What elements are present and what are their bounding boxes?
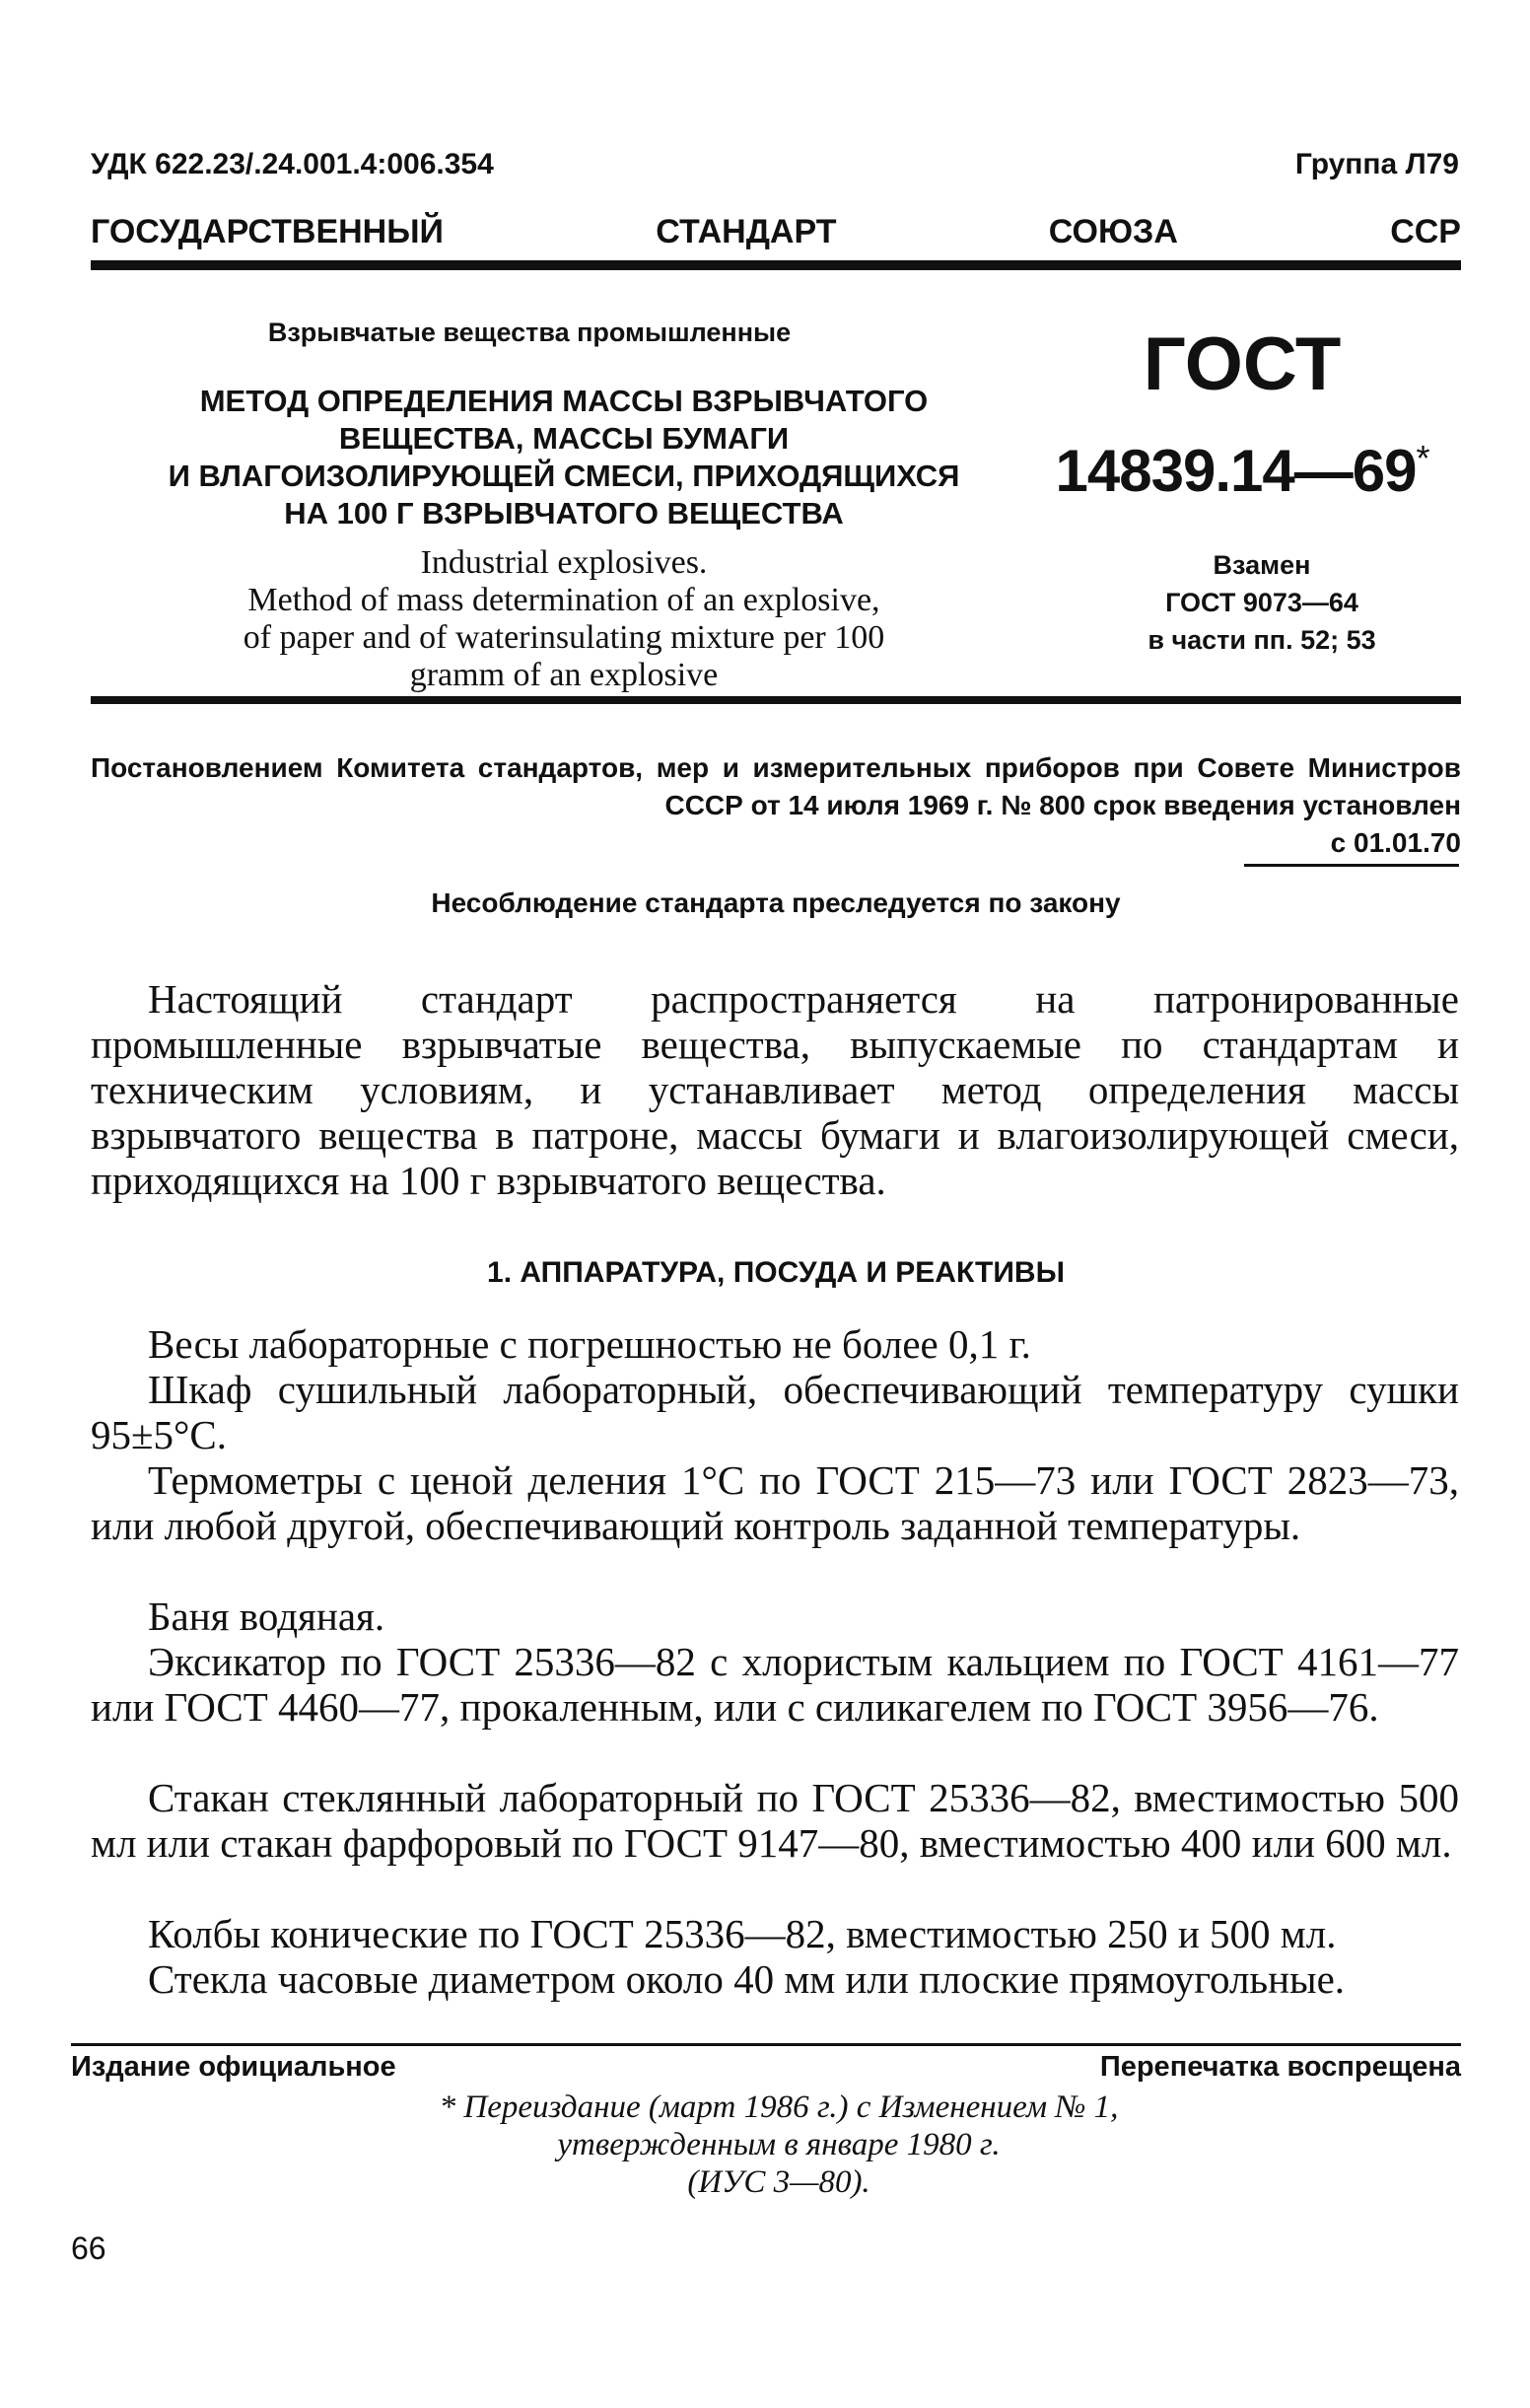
replaces-note [1084,546,1439,659]
effective-date: с 01.01.70 [1330,827,1461,858]
section-heading: 1. АППАРАТУРА, ПОСУДА И РЕАКТИВЫ [487,1256,1065,1289]
title-ru-line: И ВЛАГОИЗОЛИРУЮЩЕЙ СМЕСИ, ПРИХОДЯЩИХСЯ [168,459,960,493]
equipment-item: Термометры с ценой деления 1°С по ГОСТ 215—73 или ГОСТ 2823—73, или любой другой, обеспечивающий контроль заданной температуры. [91,1457,1459,1548]
effective-date-underline [1244,864,1459,867]
title-ru-line: НА 100 Г ВЗРЫВЧАТОГО ВЕЩЕСТВА [284,496,844,531]
reissue-footnote [237,2089,1321,2201]
title-russian [91,383,1037,532]
footnote-line: утвержденным в январе 1980 г. [557,2127,1001,2162]
gost-number [1025,424,1459,506]
category-label: Взрывчатые вещества промышленные [267,318,792,347]
state-standard-word: СОЮЗА [1048,213,1178,250]
title-english [91,544,1037,694]
equipment-item: Стакан стеклянный лабораторный по ГОСТ 25336—82, вместимостью 500 мл или стакан фарфоровый по ГОСТ 9147—80, вместимостью 400 или 600 мл. [91,1775,1459,1866]
no-reprint-label: Перепечатка воспрещена [1099,2051,1461,2083]
state-standard-word: ССР [1390,213,1461,250]
gost-label: ГОСТ [1143,322,1342,406]
middle-thick-rule [91,696,1461,704]
page-number: 66 [71,2231,106,2266]
title-en-line: of paper and of waterinsulating mixture per 100 [243,619,885,656]
gost-number-text: 14839.14—69 [1055,438,1417,504]
reissue-mark: * [1416,438,1429,478]
equipment-item: Весы лабораторные с погрешностью не более 0,1 г. [148,1321,1031,1367]
equipment-item: Колбы конические по ГОСТ 25336—82, вместимостью 250 и 500 мл. [148,1911,1337,1956]
footnote-line: (ИУС 3—80). [687,2164,870,2200]
state-standard-heading [91,213,1461,251]
state-standard-word: СТАНДАРТ [656,213,837,250]
title-en-line: gramm of an explosive [409,657,719,693]
group-code: Группа Л79 [1294,148,1459,180]
top-thick-rule [91,260,1461,270]
equipment-item: Шкаф сушильный лабораторный, обеспечивающий температуру сушки 95±5°С. [91,1367,1459,1457]
title-ru-line: ВЕЩЕСТВА, МАССЫ БУМАГИ [338,421,790,456]
replaces-line: в части пп. 52; 53 [1148,625,1376,655]
replaces-line: Взамен [1213,550,1311,580]
resolution-body: Постановлением Комитета стандартов, мер и измерительных приборов при Совете Министров СССР от 14 июля 1969 г. № 800 срок введения установлен [91,752,1461,820]
equipment-item: Эксикатор по ГОСТ 25336—82 с хлористым кальцием по ГОСТ 4161—77 или ГОСТ 4460—77, прокаленным, или с силикагелем по ГОСТ 3956—76. [91,1639,1459,1730]
state-standard-word: ГОСУДАРСТВЕННЫЙ [91,213,444,250]
title-ru-line: МЕТОД ОПРЕДЕЛЕНИЯ МАССЫ ВЗРЫВЧАТОГО [199,384,929,418]
title-en-line: Industrial explosives. [420,544,708,581]
footer-rule [71,2043,1461,2046]
footnote-line: * Переиздание (март 1986 г.) с Изменением № 1, [439,2089,1119,2125]
resolution-text [91,749,1461,862]
penalty-notice: Несоблюдение стандарта преследуется по закону [431,887,1121,918]
equipment-item: Баня водяная. [148,1594,385,1639]
udk-code: УДК 622.23/.24.001.4:006.354 [91,148,494,180]
equipment-item: Стекла часовые диаметром около 40 мм или плоские прямоугольные. [148,1956,1346,2002]
intro-paragraph: Настоящий стандарт распространяется на патронированные промышленные взрывчатые вещества, выпускаемые по стандартам и техническим условиям, и устанавливает метод определения массы взрывчатого вещества в патроне, массы бумаги и влагоизолирующей смеси, приходящихся на 100 г взрывчатого вещества. [91,976,1459,1203]
edition-label: Издание официальное [71,2051,396,2083]
replaces-line: ГОСТ 9073—64 [1165,588,1358,617]
title-en-line: Method of mass determination of an explosive, [247,582,880,618]
